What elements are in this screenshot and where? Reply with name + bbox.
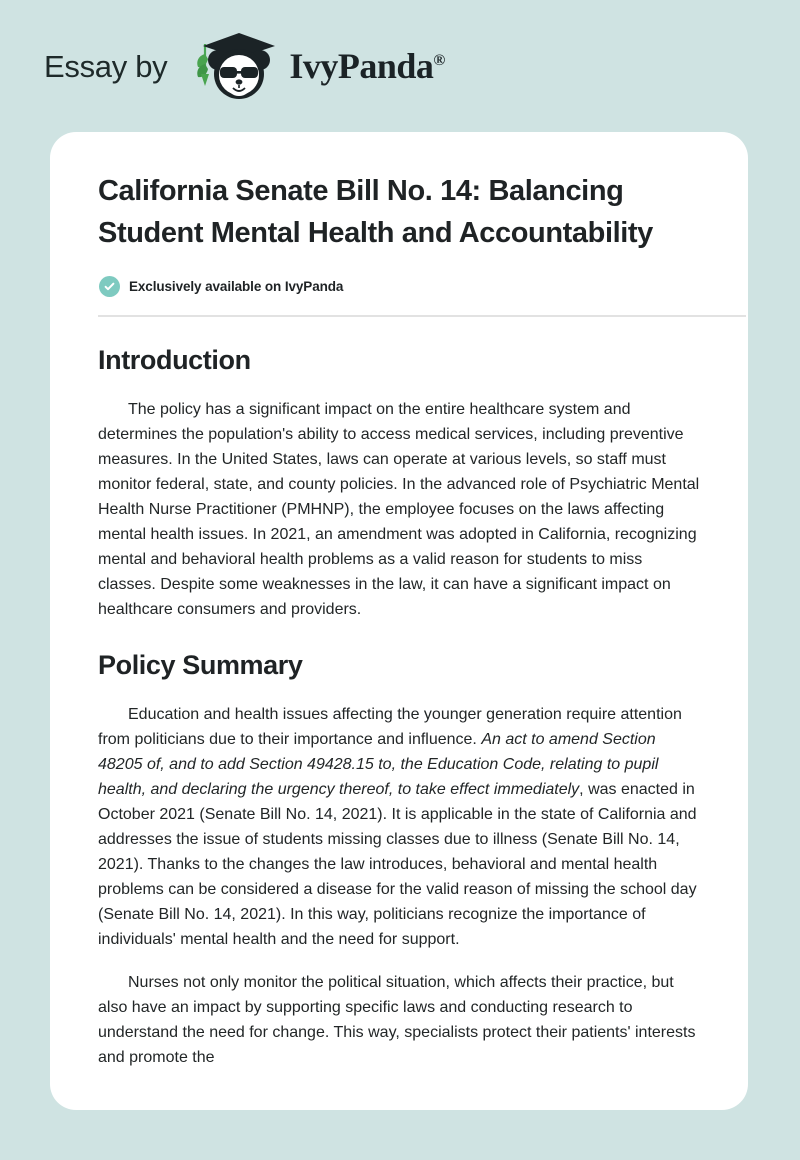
section-heading-policy-summary: Policy Summary <box>98 650 303 680</box>
essay-card <box>50 132 748 1110</box>
panda-graduation-cap-logo-icon <box>187 30 291 102</box>
page-title: California Senate Bill No. 14: Balancing Student Mental Health and Accountability <box>98 175 653 249</box>
ivypanda-wordmark: IvyPanda® <box>289 46 445 86</box>
paragraph: The policy has a significant impact on the entire healthcare system and determines the population's ability to access medical services, including preventive measures. In the United States, laws can operate at various levels, so staff must monitor federal, state, and county policies. In the advanced role of Psychiatric Mental Health Nurse Practitioner (PMHNP), the employee focuses on the laws affecting mental health issues. In 2021, an amendment was adopted in California, recognizing mental and behavioral health problems as a valid reason for students to miss classes. Despite some weaknesses in the law, it can have a significant impact on healthcare consumers and providers. <box>98 401 700 618</box>
ivypanda-logo[interactable] <box>187 30 445 102</box>
paragraph: Education and health issues affecting the younger generation require attention from politicians due to their importance and influence. An act to amend Section 48205 of, and to add Section 49428.15 to, the Education Code, relating to pupil health, and declaring the urgency thereof, to take effect immediately, was enacted in October 2021 (Senate Bill No. 14, 2021). It is applicable in the state of California and addresses the issue of students missing classes due to illness (Senate Bill No. 14, 2021). Thanks to the changes the law introduces, behavioral and mental health problems can be considered a disease for the valid reason of missing the school day (Senate Bill No. 14, 2021). In this way, politicians recognize the importance of individuals' mental health and the need for support. <box>98 706 697 948</box>
registered-trademark: ® <box>433 52 445 69</box>
paragraph: Nurses not only monitor the political situation, which affects their practice, but also have an impact by supporting specific laws and conducting research to understand the need for change. This way, specialists protect their patients' interests and promote the <box>98 974 696 1066</box>
exclusivity-label: Exclusively available on IvyPanda <box>129 279 344 294</box>
essay-by-label: Essay by <box>44 48 168 84</box>
section-heading-introduction: Introduction <box>98 345 251 375</box>
check-circle-icon <box>99 276 120 297</box>
exclusivity-badge <box>74 254 724 297</box>
brand-header <box>0 0 800 132</box>
